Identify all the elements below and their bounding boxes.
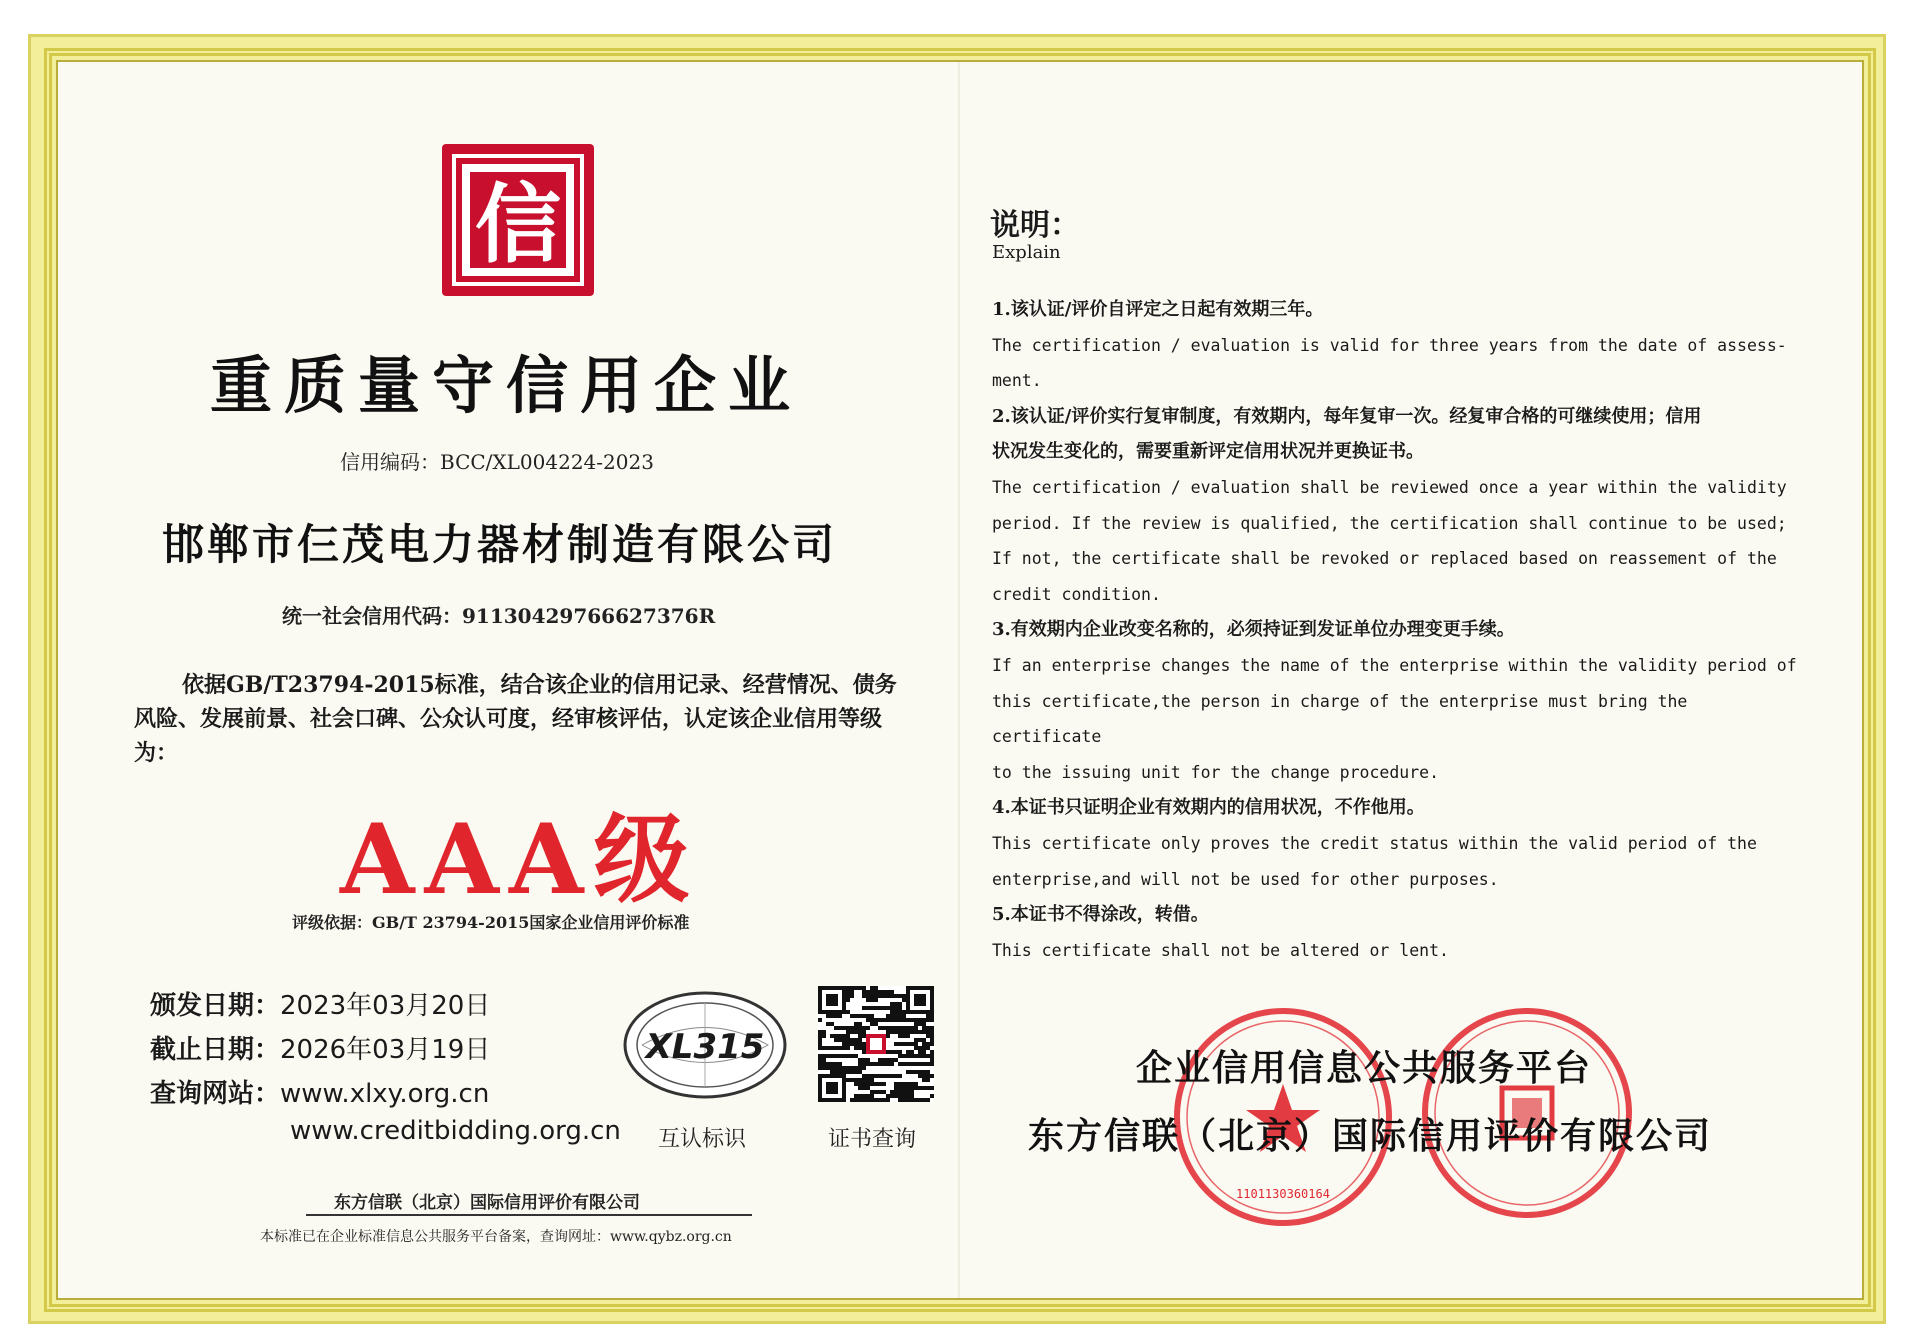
issue-info — [150, 984, 490, 1116]
qr-code-icon[interactable] — [818, 986, 934, 1102]
issue-date-label: 颁发日期： — [150, 991, 281, 1021]
credit-grade: AAA级 — [340, 803, 700, 916]
stamp-number: 1101130360164 — [1236, 1187, 1330, 1201]
explain-item-zh: 3.有效期内企业改变名称的，必须持证到发证单位办理变更手续。 — [992, 619, 1515, 641]
explain-item-en: ment. — [992, 371, 1042, 391]
explain-item-en: If not, the certificate shall be revoked or replaced based on reassement of the — [992, 549, 1777, 569]
explain-item-zh: 状况发生变化的，需要重新评定信用状况并更换证书。 — [992, 441, 1424, 463]
query-url-2[interactable]: www.creditbidding.org.cn — [290, 1116, 621, 1146]
platform-name: 企业信用信息公共服务平台 — [1136, 1047, 1593, 1089]
xin-seal-icon — [440, 142, 596, 298]
qr-caption: 证书查询 — [828, 1127, 917, 1152]
rating-basis: 评级依据：GB/T 23794-2015国家企业信用评价标准 — [292, 913, 690, 932]
explain-heading: 说明： — [990, 208, 1080, 243]
query-row — [150, 1072, 490, 1116]
footer-divider — [306, 1214, 752, 1216]
explain-subheading: Explain — [992, 242, 1061, 263]
query-url-1[interactable]: www.xlxy.org.cn — [280, 1079, 490, 1109]
logo-caption: 互认标识 — [658, 1127, 747, 1152]
footer-company: 东方信联（北京）国际信用评价有限公司 — [334, 1193, 640, 1213]
explain-item-en: this certificate,the person in charge of the enterprise must bring the certificate — [992, 691, 1688, 747]
certificate-body: 依据GB/T23794-2015标准，结合该企业的信用记录、经营情况、债务风险、发展前景、社会口碑、公众认可度，经审核评估，认定该企业信用等级为： — [134, 672, 897, 766]
unified-social-credit-code: 统一社会信用代码：91130429766627376R — [282, 604, 716, 628]
explain-item-en: The certification / evaluation is valid for three years from the date of assess- — [992, 335, 1787, 355]
explain-item-en: credit condition. — [992, 584, 1161, 604]
explain-item-en: If an enterprise changes the name of the enterprise within the validity period of — [992, 655, 1797, 675]
query-label: 查询网站： — [150, 1079, 281, 1109]
issue-date-row — [150, 984, 490, 1028]
explain-item-zh: 1.该认证/评价自评定之日起有效期三年。 — [992, 299, 1324, 320]
issue-date: 2023年03月20日 — [280, 991, 491, 1021]
explain-item-zh: 2.该认证/评价实行复审制度，有效期内，每年复审一次。经复审合格的可继续使用；信用 — [992, 405, 1702, 427]
issuer-name: 东方信联（北京）国际信用评价有限公司 — [1028, 1115, 1713, 1157]
explain-item-en: to the issuing unit for the change procedure. — [992, 762, 1440, 782]
explain-item-zh: 5.本证书不得涂改，转借。 — [992, 904, 1209, 926]
expiry-date-label: 截止日期： — [150, 1035, 281, 1065]
logo-text: XL315 — [645, 1027, 765, 1067]
explain-item-en: This certificate only proves the credit status within the valid period of the — [992, 833, 1757, 853]
explain-item-en: enterprise,and will not be used for other purposes. — [992, 869, 1499, 889]
footer-note: 本标准已在企业标准信息公共服务平台备案，查询网址：www.qybz.org.cn — [260, 1229, 732, 1245]
explain-item-zh: 4.本证书只证明企业有效期内的信用状况，不作他用。 — [992, 797, 1425, 819]
seal-glyph: 信 — [475, 174, 561, 275]
page-fold — [958, 62, 960, 1298]
explain-item-en: This certificate shall not be altered or lent. — [992, 940, 1449, 960]
explain-item-en: period. If the review is qualified, the certification shall continue to be used; — [992, 513, 1787, 533]
expiry-date: 2026年03月19日 — [280, 1035, 491, 1065]
company-name: 邯郸市仨茂电力器材制造有限公司 — [162, 520, 838, 569]
explain-list — [992, 292, 1802, 968]
explain-item-en: The certification / evaluation shall be reviewed once a year within the validity — [992, 477, 1787, 497]
mutual-recognition-logo-icon — [622, 990, 788, 1100]
expiry-date-row — [150, 1028, 490, 1072]
certificate-title: 重质量守信用企业 — [210, 349, 803, 422]
credit-code: 信用编码：BCC/XL004224-2023 — [340, 450, 654, 474]
